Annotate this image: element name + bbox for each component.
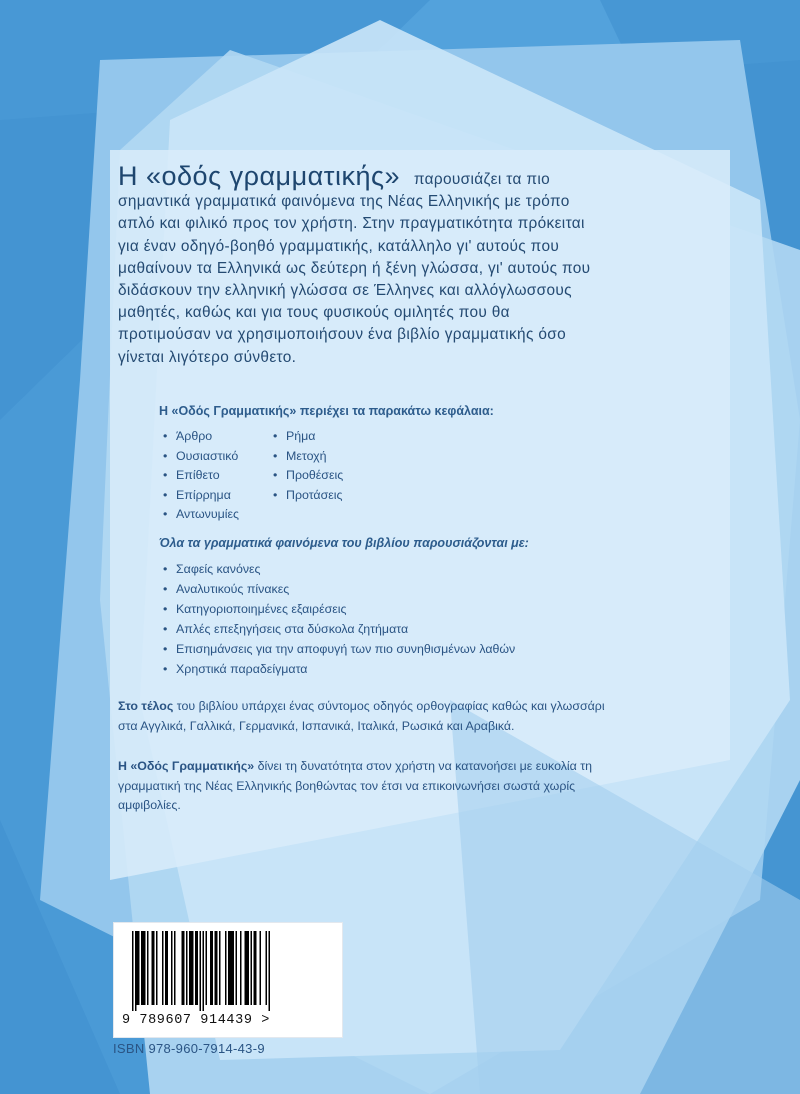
chapter-item: • Ουσιαστικό [163, 447, 239, 467]
chapter-item: • Άρθρο [163, 427, 239, 447]
chapters-list-right [273, 427, 343, 505]
barcode-bar [236, 931, 238, 1005]
barcode-bar [132, 931, 134, 1011]
feature-item: • Κατηγοριοποιημένες εξαιρέσεις [163, 599, 515, 619]
barcode-bars [130, 931, 326, 1011]
feature-item: • Χρηστικά παραδείγματα [163, 659, 515, 679]
chapter-item: • Επίρρημα [163, 486, 239, 506]
barcode-bar [254, 931, 257, 1005]
end-note-paragraph [118, 697, 718, 736]
barcode-bar [165, 931, 168, 1005]
barcode-bar [260, 931, 262, 1005]
chapter-item: • Ρήμα [273, 427, 343, 447]
end-note-line: στα Αγγλικά, Γαλλικά, Γερμανικά, Ισπανικά, Ιταλικά, Ρωσικά και Αραβικά. [118, 718, 515, 733]
intro-line: παρουσιάζει τα πιο [413, 171, 551, 188]
intro-line: σημαντικά γραμματικά φαινόμενα της Νέας Ελληνικής με τρόπο [118, 193, 570, 211]
closing-line: αμφιβολίες. [118, 798, 181, 812]
feature-item: • Αναλυτικούς πίνακες [163, 579, 515, 599]
intro-line: απλό και φιλικό προς τον χρήστη. Στην πραγματικότητα πρόκειται [118, 215, 585, 233]
end-note-bold: Στο τέλος [118, 699, 174, 713]
features-list [163, 559, 515, 680]
chapter-item: • Προτάσεις [273, 486, 343, 506]
barcode-bar [195, 931, 198, 1005]
intro-title: Η «οδός γραμματικής» [118, 161, 400, 191]
chapter-item: • Μετοχή [273, 447, 343, 467]
chapters-heading: Η «Οδός Γραμματικής» περιέχει τα παρακάτω κεφάλαια: [159, 404, 494, 418]
barcode-bar [174, 931, 176, 1005]
intro-paragraph [118, 161, 698, 369]
barcode-bar [206, 931, 208, 1005]
barcode-bar [186, 931, 188, 1005]
barcode-bar [156, 931, 158, 1005]
intro-line: γίνεται λιγότερο σύνθετο. [118, 348, 297, 366]
barcode-bar [162, 931, 164, 1005]
barcode-bar [171, 931, 173, 1005]
intro-line: για έναν οδηγό-βοηθό γραμματικής, κατάλληλο γι' αυτούς που [118, 237, 560, 255]
barcode-box [113, 922, 343, 1038]
intro-line: μαθαίνουν τα Ελληνικά ως δεύτερη ή ξένη γλώσσα, γι' αυτούς που [118, 259, 591, 277]
barcode-bar [225, 931, 227, 1005]
barcode-bar [240, 931, 242, 1005]
barcode-bar [245, 931, 250, 1005]
intro-line: προτιμούσαν να χρησιμοποιήσουν ένα βιβλίο γραμματικής όσο [118, 326, 567, 344]
chapter-item: • Επίθετο [163, 466, 239, 486]
feature-item: • Σαφείς κανόνες [163, 559, 515, 579]
intro-line: μαθητές, καθώς και για τους φυσικούς ομιλητές που θα [118, 304, 510, 322]
isbn-label: ISBN 978-960-7914-43-9 [113, 1041, 265, 1056]
chapter-item: • Προθέσεις [273, 466, 343, 486]
chapters-list-left [163, 427, 239, 525]
barcode-bar [266, 931, 268, 1005]
barcode-digits: 9 789607 914439 > [122, 1013, 270, 1028]
intro-line: διδάσκουν την ελληνική γλώσσα σε Έλληνες και αλλόγλωσσους [118, 282, 572, 300]
barcode-bar [203, 931, 205, 1011]
chapter-item: • Αντωνυμίες [163, 505, 239, 525]
closing-paragraph [118, 757, 718, 816]
barcode-bar [152, 931, 155, 1005]
barcode-bar [251, 931, 253, 1005]
closing-line: γραμματική της Νέας Ελληνικής βοηθώντας τον έτσι να επικοινωνήσει σωστά χωρίς [118, 778, 576, 793]
barcode-bar [228, 931, 234, 1005]
barcode-bar [210, 931, 213, 1005]
barcode-bar [141, 931, 146, 1005]
barcode-bar [200, 931, 202, 1011]
closing-line: δίνει τη δυνατότητα στον χρήστη να κατανοήσει με ευκολία τη [257, 759, 593, 773]
barcode-bar [219, 931, 221, 1005]
feature-item: • Επισημάνσεις για την αποφυγή των πιο συνηθισμένων λαθών [163, 639, 515, 659]
barcode-bar [135, 931, 137, 1011]
barcode-bar [189, 931, 194, 1005]
barcode-bar [215, 931, 218, 1005]
closing-bold: Η «Οδός Γραμματικής» [118, 759, 255, 773]
barcode-bar [137, 931, 140, 1005]
barcode-bar [182, 931, 185, 1005]
barcode-bar [269, 931, 271, 1011]
features-heading: Όλα τα γραμματικά φαινόμενα του βιβλίου παρουσιάζονται με: [159, 536, 529, 550]
end-note-line: του βιβλίου υπάρχει ένας σύντομος οδηγός ορθογραφίας καθώς και γλωσσάρι [176, 699, 605, 713]
barcode-bar [147, 931, 149, 1005]
feature-item: • Απλές επεξηγήσεις στα δύσκολα ζητήματα [163, 619, 515, 639]
